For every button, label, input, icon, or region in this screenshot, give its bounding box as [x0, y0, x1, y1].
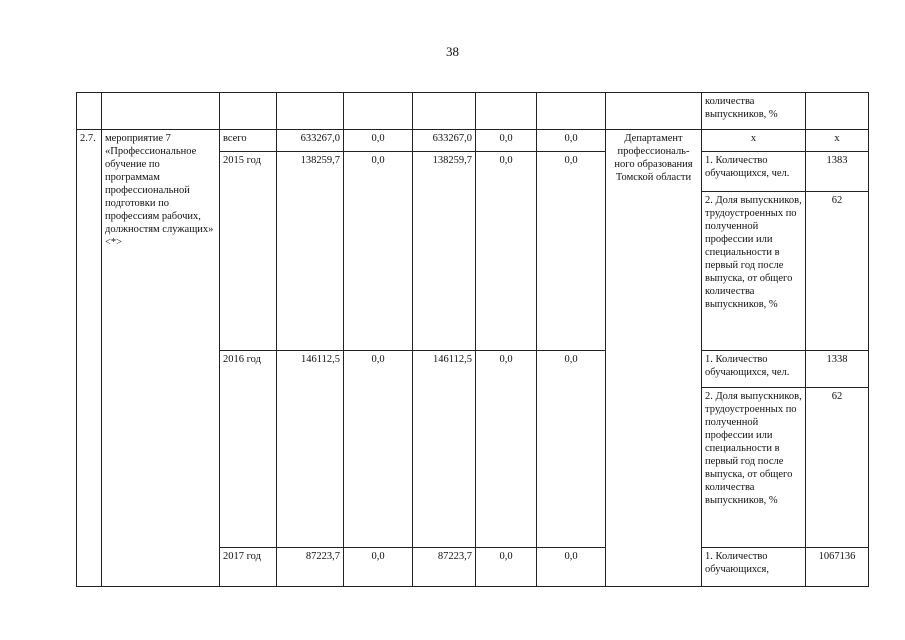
indicator-value: 62 — [806, 388, 869, 548]
indicator-cell: количества выпускников, % — [702, 93, 806, 130]
total-cell: 633267,0 — [277, 130, 344, 152]
period-cell: 2015 год — [220, 152, 277, 351]
indicator-value: x — [806, 130, 869, 152]
indicator-cell: x — [702, 130, 806, 152]
indicator-value: 1338 — [806, 351, 869, 388]
federal-cell: 0,0 — [344, 130, 413, 152]
other-cell: 0,0 — [537, 548, 606, 587]
period-cell: всего — [220, 130, 277, 152]
program-table — [76, 92, 869, 587]
total-cell: 87223,7 — [277, 548, 344, 587]
indicator-value: 62 — [806, 192, 869, 351]
carryover-row — [77, 93, 869, 130]
regional-cell: 138259,7 — [413, 152, 476, 351]
indicator-value: 1067136 — [806, 548, 869, 587]
page-number: 38 — [446, 44, 459, 59]
other-cell: 0,0 — [537, 130, 606, 152]
federal-cell: 0,0 — [344, 351, 413, 548]
local-cell: 0,0 — [476, 152, 537, 351]
local-cell: 0,0 — [476, 351, 537, 548]
row-number: 2.7. — [77, 130, 102, 587]
indicator-value: 1383 — [806, 152, 869, 192]
local-cell: 0,0 — [476, 548, 537, 587]
total-cell: 146112,5 — [277, 351, 344, 548]
regional-cell: 633267,0 — [413, 130, 476, 152]
period-cell: 2017 год — [220, 548, 277, 587]
table-row — [77, 130, 869, 152]
indicator-cell: 1. Количество обучающихся, чел. — [702, 152, 806, 192]
other-cell: 0,0 — [537, 152, 606, 351]
regional-cell: 87223,7 — [413, 548, 476, 587]
federal-cell: 0,0 — [344, 152, 413, 351]
period-cell: 2016 год — [220, 351, 277, 548]
regional-cell: 146112,5 — [413, 351, 476, 548]
indicator-cell: 2. Доля выпускников, трудоустроенных по полученной профессии или специальности в первый год после выпуска, от общего количества выпускников, % — [702, 388, 806, 548]
indicator-cell: 2. Доля выпускников, трудоустроенных по полученной профессии или специальности в первый год после выпуска, от общего количества выпускников, % — [702, 192, 806, 351]
activity-name: мероприятие 7 «Профессиональное обучение по программам профессиональной подготовки по профессиям рабочих, должностям служащих» <*> — [102, 130, 220, 587]
indicator-cell: 1. Количество обучающихся, — [702, 548, 806, 587]
local-cell: 0,0 — [476, 130, 537, 152]
other-cell: 0,0 — [537, 351, 606, 548]
total-cell: 138259,7 — [277, 152, 344, 351]
federal-cell: 0,0 — [344, 548, 413, 587]
executor-cell: Департамент профессиональ-ного образования Томской области — [606, 130, 702, 587]
indicator-cell: 1. Количество обучающихся, чел. — [702, 351, 806, 388]
